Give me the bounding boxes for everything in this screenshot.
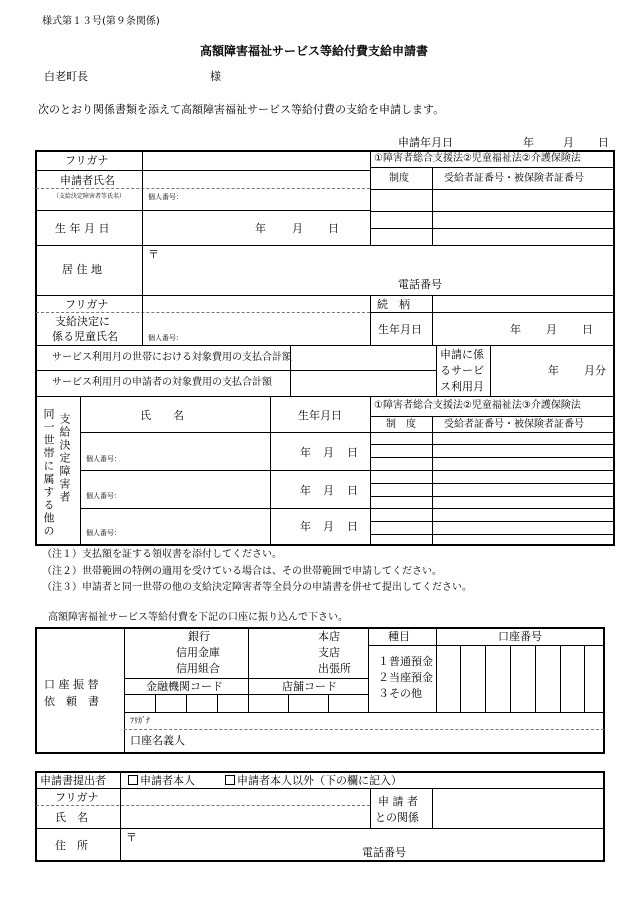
applicant-law-header: ①障害者総合支援法②児童福祉法②介護保険法 [374, 153, 581, 164]
member-1-day: 日 [347, 446, 358, 459]
bank-label-2: 依 頼 書 [44, 695, 99, 708]
member-3-personal-number[interactable]: 個人番号： [86, 529, 121, 537]
submitter-other-label: 申請者本人以外（下の欄に記入） [237, 774, 402, 787]
service-month-year: 年 [548, 364, 559, 377]
submitter-postal-mark: 〒 [126, 831, 137, 844]
service-month-label-2: るサービ [440, 364, 484, 377]
member-2-year: 年 [300, 484, 311, 497]
household-vertical-label-1: 同一世帯に属する他の [42, 408, 55, 538]
honorific: 様 [210, 70, 221, 83]
member-law-header: ①障害者総合支援法②児童福祉法③介護保険法 [374, 400, 581, 411]
account-holder-label: 口座名義人 [130, 734, 185, 747]
note-3: （注３）申請者と同一世帯の他の支給決定障害者等全員分の申請書を併せて提出してください。 [42, 582, 472, 593]
member-cert-label: 受給者証番号・被保険者証番号 [444, 419, 584, 430]
form-number: 様式第１３号(第９条関係) [42, 16, 160, 27]
applicant-postal-mark: 〒 [148, 248, 159, 261]
member-3-month: 月 [323, 520, 334, 533]
service-month-label-3: ス利用月 [440, 380, 484, 393]
intro-text: 次のとおり関係書類を添えて高額障害福祉サービス等給付費の支給を申請します。 [38, 103, 445, 116]
branch-code-label: 店舗コード [282, 680, 337, 693]
member-1-personal-number[interactable]: 個人番号： [86, 455, 121, 463]
child-birth-label: 生年月日 [378, 323, 422, 336]
submitter-address-label: 住 所 [55, 839, 88, 852]
child-birth-day: 日 [582, 323, 593, 336]
applicant-name-label: 申請者氏名 [60, 174, 115, 187]
bank-type-kumiai: 信用組合 [176, 662, 220, 675]
household-total-label: サービス利用月の世帯における対象費用の支払合計額 [52, 352, 292, 363]
branch-type-shiten: 支店 [318, 646, 340, 659]
member-1-year: 年 [300, 446, 311, 459]
child-furigana-label: フリガナ [65, 298, 109, 311]
form-title: 高額障害福祉サービス等給付費支給申請書 [200, 44, 429, 58]
member-2-day: 日 [347, 484, 358, 497]
member-2-month: 月 [323, 484, 334, 497]
member-system-label: 制 度 [386, 419, 416, 430]
child-label-line1: 支給決定に [55, 315, 110, 328]
applicant-birth-label: 生 年 月 日 [55, 222, 110, 235]
member-2-personal-number[interactable]: 個人番号： [86, 492, 121, 500]
submitter-relation-2: との関係 [375, 811, 419, 824]
submitter-relation-1: 申 請 者 [378, 795, 418, 808]
submitter-furigana-label: フリガナ [55, 791, 99, 804]
member-name-header: 氏 名 [140, 409, 184, 422]
child-relation-label: 続 柄 [377, 298, 410, 311]
submitter-name-label: 氏 名 [55, 811, 88, 824]
account-type-3[interactable]: ３その他 [378, 687, 422, 700]
applicant-birth-day: 日 [328, 222, 339, 235]
applicant-cert-label: 受給者証番号・被保険者証番号 [444, 173, 584, 184]
note-2: （注２）世帯範囲の特例の適用を受けている場合は、その世帯範囲で申請してください。 [42, 566, 442, 577]
account-number-header: 口座番号 [498, 630, 542, 643]
bank-type-bank: 銀行 [188, 630, 210, 643]
child-birth-month: 月 [546, 323, 557, 336]
institution-code-label: 金融機関コード [146, 680, 223, 693]
service-month-label-1: 申請に係 [440, 348, 484, 361]
account-holder-kana-label: ﾌﾘｶﾞﾅ [130, 716, 150, 725]
applicant-total-label: サービス利用月の申請者の対象費用の支払合計額 [52, 377, 272, 388]
application-date-label: 申請年月日 [398, 136, 453, 149]
checkbox-icon[interactable] [225, 775, 235, 785]
applicant-name-note: （支給決定障害者等氏名） [53, 193, 126, 200]
submitter-self-label: 申請者本人 [140, 774, 195, 787]
applicant-birth-year: 年 [255, 222, 266, 235]
account-type-2[interactable]: ２当座預金 [378, 671, 433, 684]
member-birth-header: 生年月日 [298, 409, 342, 422]
account-type-1[interactable]: １普通預金 [378, 655, 433, 668]
branch-type-honten: 本店 [318, 630, 340, 643]
applicant-system-label: 制度 [389, 173, 409, 184]
date-year[interactable]: 年 [523, 136, 534, 149]
submitter-phone-label[interactable]: 電話番号 [362, 846, 406, 859]
applicant-furigana-label: フリガナ [65, 154, 109, 167]
submitter-self-option[interactable] [128, 775, 195, 786]
member-3-year: 年 [300, 520, 311, 533]
note-1: （注１）支払額を証する領収書を添付してください。 [42, 549, 282, 560]
service-month-month: 月分 [584, 364, 606, 377]
submitter-label: 申請書提出者 [40, 774, 106, 787]
child-label-line2: 係る児童氏名 [52, 330, 118, 343]
child-personal-number[interactable]: 個人番号： [148, 334, 183, 342]
account-type-header: 種目 [388, 630, 410, 643]
applicant-phone-label[interactable]: 電話番号 [398, 278, 442, 291]
member-1-month: 月 [323, 446, 334, 459]
applicant-personal-number[interactable]: 個人番号： [148, 193, 183, 201]
household-vertical-label-2: 支給決定障害者 [58, 413, 71, 504]
branch-type-shutchojo: 出張所 [318, 662, 351, 675]
date-day[interactable]: 日 [598, 136, 609, 149]
addressee: 白老町長 [44, 70, 88, 83]
bank-type-shinkin: 信用金庫 [176, 646, 220, 659]
bank-intro: 高額障害福祉サービス等給付費を下記の口座に振り込んで下さい。 [48, 612, 348, 623]
applicant-birth-month: 月 [292, 222, 303, 235]
member-3-day: 日 [347, 520, 358, 533]
checkbox-icon[interactable] [128, 775, 138, 785]
child-birth-year: 年 [510, 323, 521, 336]
date-month[interactable]: 月 [563, 136, 574, 149]
bank-label-1: 口 座 振 替 [44, 678, 99, 691]
submitter-other-option[interactable] [225, 775, 402, 786]
applicant-address-label: 居 住 地 [62, 263, 102, 276]
